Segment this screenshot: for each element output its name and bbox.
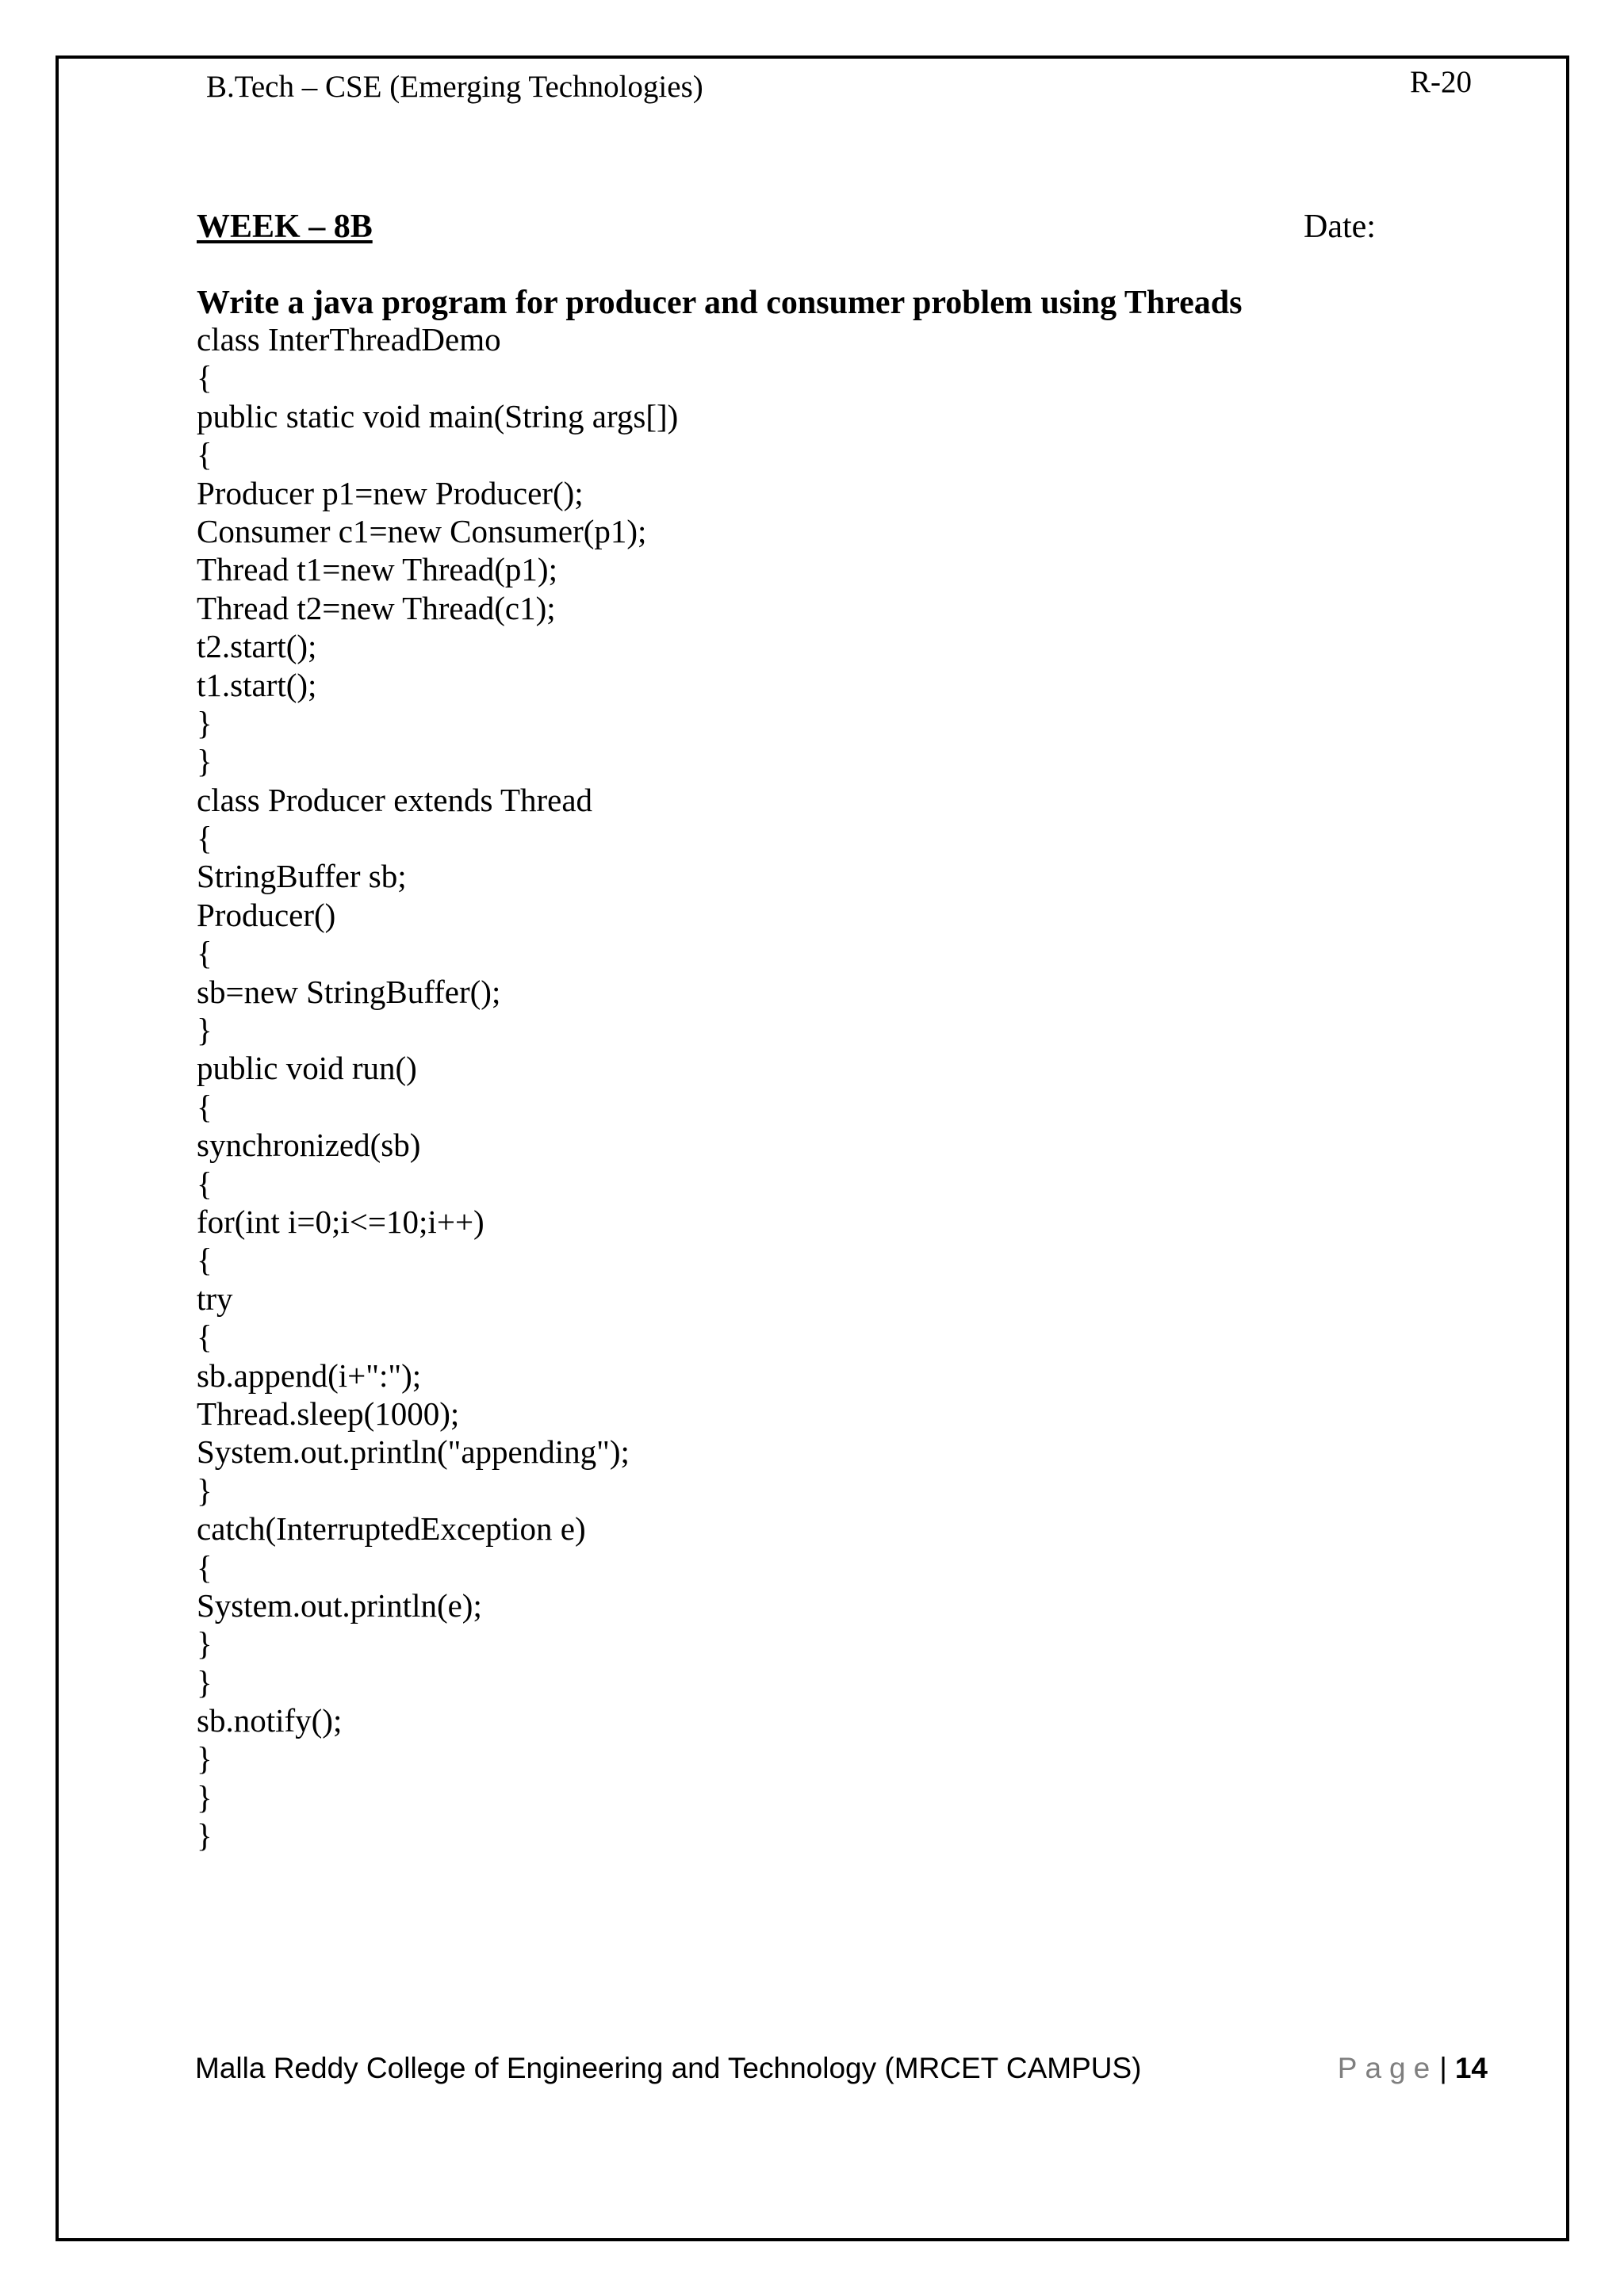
code-line: { bbox=[197, 1088, 213, 1125]
code-line: public void run() bbox=[197, 1050, 417, 1087]
code-line: class Producer extends Thread bbox=[197, 781, 593, 818]
footer-institution: Malla Reddy College of Engineering and Technology (MRCET CAMPUS) bbox=[195, 2052, 1142, 2084]
code-line: } bbox=[197, 1471, 213, 1509]
code-line: { bbox=[197, 359, 213, 396]
code-line: } bbox=[197, 1817, 213, 1854]
footer-page-separator: | bbox=[1439, 2052, 1447, 2084]
code-line: } bbox=[197, 1740, 213, 1777]
code-line: catch(InterruptedException e) bbox=[197, 1510, 586, 1548]
code-line: class InterThreadDemo bbox=[197, 321, 501, 358]
code-line: Thread.sleep(1000); bbox=[197, 1395, 460, 1432]
code-line: } bbox=[197, 704, 213, 741]
code-line: } bbox=[197, 1625, 213, 1663]
code-line: System.out.println("appending"); bbox=[197, 1433, 630, 1471]
code-line: t2.start(); bbox=[197, 628, 317, 665]
code-line: StringBuffer sb; bbox=[197, 858, 407, 895]
code-line: sb.notify(); bbox=[197, 1702, 343, 1739]
code-line: synchronized(sb) bbox=[197, 1127, 421, 1164]
code-line: System.out.println(e); bbox=[197, 1586, 482, 1624]
code-line: } bbox=[197, 1012, 213, 1049]
code-line: { bbox=[197, 1242, 213, 1279]
code-line: Thread t2=new Thread(c1); bbox=[197, 589, 556, 626]
week-title: WEEK – 8B bbox=[197, 209, 373, 245]
footer-page-number: 14 bbox=[1454, 2052, 1488, 2084]
code-listing bbox=[197, 320, 678, 1855]
header-regulation: R-20 bbox=[1410, 65, 1472, 99]
code-line: { bbox=[197, 1548, 213, 1586]
task-title: Write a java program for producer and consumer problem using Threads bbox=[197, 285, 1243, 321]
code-line: sb.append(i+":"); bbox=[197, 1357, 422, 1394]
header-course: B.Tech – CSE (Emerging Technologies) bbox=[206, 70, 703, 104]
code-line: { bbox=[197, 1165, 213, 1202]
code-line: { bbox=[197, 436, 213, 473]
footer-page-word: Page bbox=[1337, 2052, 1438, 2084]
code-line: { bbox=[197, 1318, 213, 1356]
code-line: Consumer c1=new Consumer(p1); bbox=[197, 512, 647, 549]
code-line: t1.start(); bbox=[197, 666, 317, 703]
code-line: } bbox=[197, 743, 213, 780]
code-line: try bbox=[197, 1280, 233, 1317]
code-line: sb=new StringBuffer(); bbox=[197, 973, 501, 1010]
footer-page-info bbox=[1338, 2050, 1488, 2087]
code-line: public static void main(String args[]) bbox=[197, 397, 679, 434]
date-label: Date: bbox=[1304, 209, 1376, 245]
code-line: for(int i=0;i<=10;i++) bbox=[197, 1203, 485, 1240]
code-line: } bbox=[197, 1663, 213, 1701]
code-line: Producer() bbox=[197, 896, 336, 933]
code-line: } bbox=[197, 1778, 213, 1816]
code-line: Producer p1=new Producer(); bbox=[197, 474, 584, 511]
code-line: { bbox=[197, 820, 213, 857]
code-line: Thread t1=new Thread(p1); bbox=[197, 551, 557, 588]
code-line: { bbox=[197, 935, 213, 972]
